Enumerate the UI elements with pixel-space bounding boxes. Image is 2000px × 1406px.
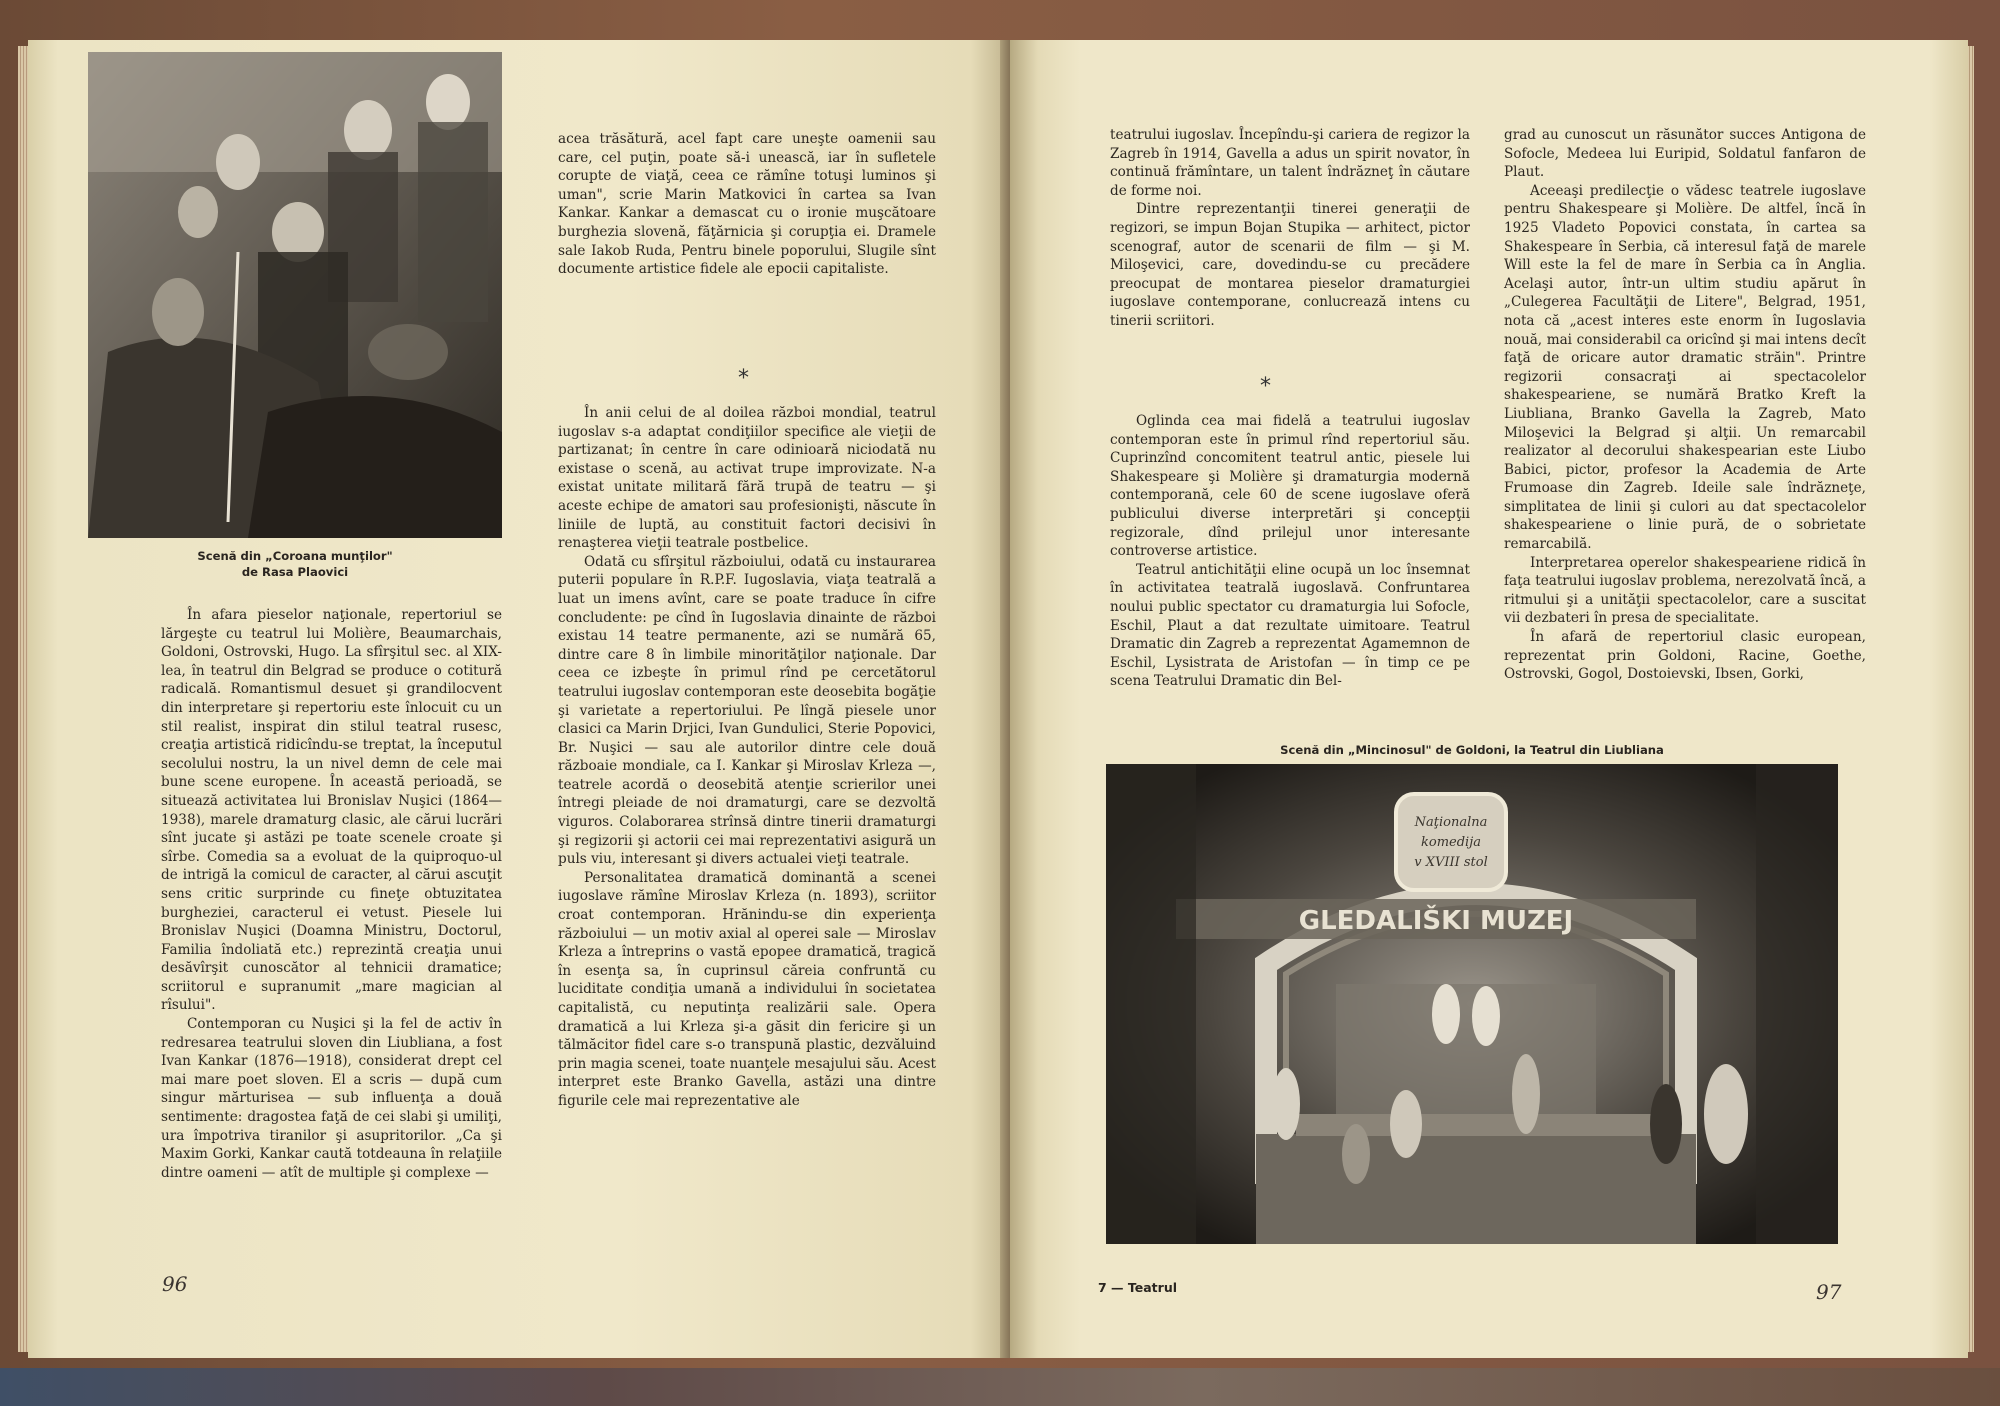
right-page [1010, 40, 1968, 1358]
right-photo [1106, 764, 1838, 1244]
paragraph: teatrului iugoslav. Începîndu-şi cariera de regizor la Zagreb în 1914, Gavella a adus un spirit novator, în continuă frămîntare, un talent îndrăzneţ în căutare de forme noi. [1110, 127, 1470, 199]
left-photo [88, 52, 502, 538]
paragraph: Odată cu sfîrşitul războiului, odată cu instaurarea puterii populare în R.P.F. Iugoslavia, viaţa teatrală a luat un imens avînt, care se poate traduce în cifre concludente: pe cînd în Iugoslavia dinainte de război existau 14 teatre permanente, azi se numără 65, dintre care 8 în limbile minorităţilor naţionale. Dar ceea ce izbeşte în primul rînd pe cercetătorul teatrului iugoslav contemporan este deosebita bogăţie şi varietate a repertoriului. Pe lîngă piesele unor clasici ca Marin Drjici, Ivan Gundulici, Sterie Popovici, Br. Nuşici — sau ale autorilor dintre cele două războaie mondiale, ca I. Kankar şi Miroslav Krleza —, teatrele acordă o deosebită atenţie scrierilor unei întregi pleiade de noi dramaturgi, care se dezvoltă viguros. Colaborarea strînsă dintre tinerii dramaturgi şi regizorii şi actorii cei mai reprezentativi asigură un puls viu, interesant şi divers actualei vieţi teatrale. [558, 553, 936, 868]
cartouche-line-3: v XVIII stol [1414, 855, 1488, 870]
page-number: 96 [162, 1272, 188, 1296]
paragraph: Dintre reprezentanţii tinerei generaţii de regizori, se impun Bojan Stupika — arhitect, pictor scenograf, autor de scenarii de film — şi M. Miloşevici, care, dovedindu-se cu precădere preocupat de montarea pieselor dramaturgiei iugoslave contemporane, conlucrează intens cu tinerii scriitori. [1110, 201, 1470, 329]
book-cover-edge [0, 1368, 2000, 1406]
paragraph: În afară de repertoriul clasic european, reprezentat prin Goldoni, Racine, Goethe, Ostrovski, Gogol, Dostoievski, Ibsen, Gorki, [1504, 629, 1866, 683]
caption-line-1: Scenă din „Coroana munţilor" [197, 549, 393, 563]
paragraph: Contemporan cu Nuşici şi la fel de activ în redresarea teatrului sloven din Liubliana, a fost Ivan Kankar (1876—1918), considerat drept cel mai mare poet sloven. El a scris — după cum singur mărturisea — sub influenţa a două sentimente: dragostea faţă de cei slabi şi umiliţi, ura împotriva tiranilor şi asupritorilor. „Ca şi Maxim Gorki, Kankar caută totdeauna în relaţiile dintre oameni — atît de multiple şi complexe — [161, 1016, 502, 1181]
stage-banner-text: GLEDALIŠKI MUZEJ [1298, 906, 1574, 936]
left-column-1 [161, 606, 502, 1182]
cartouche-line-2: komedija [1421, 835, 1481, 850]
left-column-2-bottom [558, 404, 936, 1111]
paragraph: acea trăsătură, acel fapt care uneşte oamenii sau care, cel puţin, poate să-i unească, iar în sufletele corupte de viaţă, ceea ce rămîne totuşi luminos şi uman", scrie Marin Matkovici în cartea sa Ivan Kankar. Kankar a demascat cu o ironie muşcătoare burghezia slovenă, făţărnicia şi corupţia ei. Dramele sale Iakob Ruda, Pentru binele poporului, Slugile sînt documente artistice fidele ale epocii capitaliste. [558, 131, 936, 278]
paragraph: Oglinda cea mai fidelă a teatrului iugoslav contemporan este în primul rînd repertoriul său. Cuprinzînd concomitent teatrul antic, piesele lui Shakespeare şi Molière şi dramaturgia modernă contemporană, cele 60 de scene iugoslave oferă publicului diverse interpretări şi concepţii regizorale, dînd prilejul unor interesante controverse artistice. [1110, 413, 1470, 560]
page-number: 97 [1816, 1280, 1842, 1304]
right-column-1-bottom [1110, 412, 1470, 691]
paragraph: În afara pieselor naţionale, repertoriul se lărgeşte cu teatrul lui Molière, Beaumarchais, Goldoni, Ostrovski, Hugo. La sfîrşitul sec. al XIX-lea, în teatrul din Belgrad se produce o cotitură radicală. Romantismul desuet şi grandilocvent din interpretare şi repertoriu este înlocuit cu un stil realist, inspirat din stilul teatral rusesc, creaţia artistică ridicîndu-se treptat, la începutul secolului nostru, la un nivel demn de cele mai bune scene europene. În această perioadă, se situează activitatea lui Bronislav Nuşici (1864—1938), marele dramaturg clasic, ale cărui lucrări sînt jucate şi astăzi pe toate scenele croate şi sîrbe. Comedia sa a evoluat de la quiproquo-ul de intrigă la comicul de caracter, al cărui ascuţit sens critic surprinde cu fineţe obtuzitatea burgheziei, caracterul ei vetust. Piesele lui Bronislav Nuşici (Doamna Ministru, Doctorul, Familia îndoliată etc.) reprezintă creaţia unui desăvîrşit cunoscător al tehnicii dramatice; scriitorul e supranumit „mare magician al rîsului". [161, 607, 502, 1014]
paragraph: grad au cunoscut un răsunător succes Antigona de Sofocle, Medeea lui Euripid, Soldatul fanfaron de Plaut. [1504, 127, 1866, 181]
footer-signature: 7 — Teatrul [1098, 1280, 1178, 1295]
paragraph: Interpretarea operelor shakespeariene ridică în faţa teatrului iugoslav problema, nerezolvată încă, a ritmului şi a unităţii spectacolelor, care a suscitat vii dezbateri în presa de specialitate. [1504, 554, 1866, 627]
paragraph: Aceeaşi predilecţie o vădesc teatrele iugoslave pentru Shakespeare şi Molière. De altfel, încă în 1925 Vladeto Popovici constata, în cartea sa Shakespeare în Serbia, că interesul faţă de marele Will este la fel de mare în Serbia ca în Anglia. Acelaşi autor, într-un ultim studiu apărut în „Culegerea Facultăţii de Litere", Belgrad, 1951, nota că „acest interes este enorm în Iugoslavia nouă, mai considerabil ca oricînd şi mai intens decît faţă de oricare autor dramatic străin". Printre regizorii consacraţi ai spectacolelor shakespeariene, se numără Bratko Kreft la Liubliana, Branko Gavella la Zagreb, Mato Miloşevici la Belgrad şi alţii. Un remarcabil realizator al decorului shakespearian este Liubo Babici, pictor, profesor la Academia de Arte Frumoase din Zagreb. Ideile sale îndrăzneţe, simplitatea de linii şi culori au dat spectacolelor shakespeariene o linie pură, de o sobrietate remarcabilă. [1504, 182, 1866, 553]
left-photo-caption [88, 548, 502, 580]
paragraph: Teatrul antichităţii eline ocupă un loc însemnat în activitatea teatrală iugoslavă. Confruntarea noului public spectator cu dramaturgia lui Sofocle, Eschil, Plaut a dat rezultate uimitoare. Teatrul Dramatic din Zagreb a reprezentat Agamemnon de Eschil, Lysistrata de Aristofan — în timp ce pe scena Teatrului Dramatic din Bel- [1110, 561, 1470, 690]
right-photo-caption: Scenă din „Mincinosul" de Goldoni, la Teatrul din Liubliana [1280, 743, 1664, 757]
section-separator: * [1260, 374, 1271, 399]
left-page [28, 40, 1010, 1358]
cartouche-line-1: Naţionalna [1414, 815, 1488, 830]
caption-line-2: de Rasa Plaovici [241, 565, 349, 579]
left-column-2-top [558, 130, 936, 279]
paragraph: Personalitatea dramatică dominantă a scenei iugoslave rămîne Miroslav Krleza (n. 1893), scriitor croat contemporan. Hrănindu-se din experienţa războiului — un motiv axial al operei sale — Miroslav Krleza a întreprins o vastă epopee dramatică, tragică în esenţa sa, în cuprinsul căreia confruntă cu luciditate condiţia umană a individului în societatea capitalistă, cu neputinţa realizării sale. Opera dramatică a lui Krleza şi-a găsit din fericire şi un tălmăcitor fidel care s-o transpună plastic, dezvăluind prin magia scenei, toate nuanţele mesajului său. Acest interpret este Branko Gavella, astăzi una dintre figurile cele mai reprezentative ale [558, 869, 936, 1109]
section-separator: * [738, 366, 749, 391]
right-column-1-top [1110, 126, 1470, 331]
right-column-2 [1504, 126, 1866, 684]
paragraph: În anii celui de al doilea război mondial, teatrul iugoslav s-a adaptat condiţiilor specifice ale vieţii de partizanat; în centre în care odinioară niciodată nu existase o scenă, au activat trupe improvizate. N-a existat unitate militară fără trupă de teatru — şi aceste echipe de amatori sau profesionişti, născute în liniile de luptă, au constituit factori decisivi în renaşterea vieţii teatrale postbelice. [558, 405, 936, 552]
